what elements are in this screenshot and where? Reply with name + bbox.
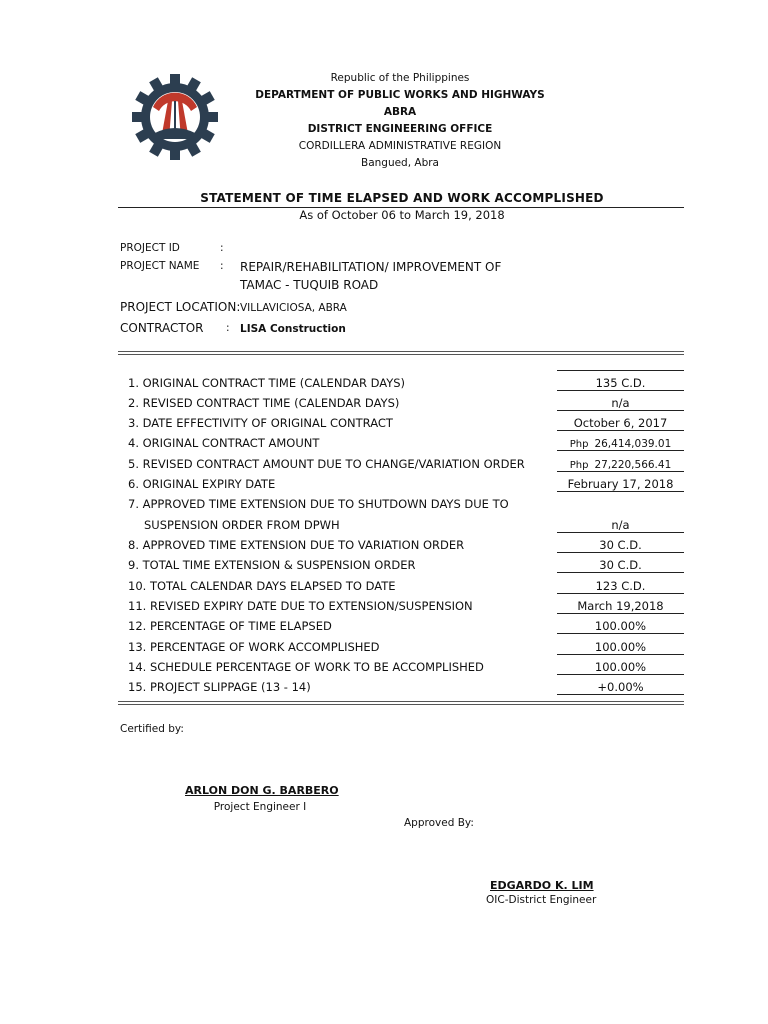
header-office: DISTRICT ENGINEERING OFFICE [307,123,493,135]
item-value: 30 C.D. [557,558,684,573]
approver-name: EDGARDO K. LIM [490,879,594,892]
item-value: n/a [557,518,684,533]
project-name-label: PROJECT NAME [120,260,200,272]
item-row: 8. APPROVED TIME EXTENSION DUE TO VARIATION ORDER [128,538,465,552]
item-row: 14. SCHEDULE PERCENTAGE OF WORK TO BE ACCOMPLISHED [128,660,484,674]
approver-title: OIC-District Engineer [486,894,597,906]
item-row: 1. ORIGINAL CONTRACT TIME (CALENDAR DAYS) [128,376,406,390]
contractor-value: LISA Construction [240,323,346,335]
document-subtitle: As of October 06 to March 19, 2018 [299,208,505,222]
item-value [557,436,684,451]
header-town: Bangued, Abra [360,157,439,169]
project-name-colon: : [220,260,224,272]
item-row: 5. REVISED CONTRACT AMOUNT DUE TO CHANGE/VARIATION ORDER [128,457,525,471]
item-value: 135 C.D. [557,376,684,391]
item-row: 11. REVISED EXPIRY DATE DUE TO EXTENSION/SUSPENSION [128,599,473,613]
certifier-title: Project Engineer I [213,801,307,813]
document-title: STATEMENT OF TIME ELAPSED AND WORK ACCOMPLISHED [200,191,604,205]
value-column-top-rule [557,370,684,371]
item-value: March 19,2018 [557,599,684,614]
section-divider-bottom [118,701,684,705]
contractor-label: CONTRACTOR [120,321,204,335]
contractor-colon: : [226,322,230,334]
item-row: 13. PERCENTAGE OF WORK ACCOMPLISHED [128,640,380,654]
header-department: DEPARTMENT OF PUBLIC WORKS AND HIGHWAYS [255,89,545,101]
currency-label: Php [569,439,589,450]
approved-by-label: Approved By: [404,817,474,829]
dpwh-gear-logo-icon [132,74,218,160]
currency-label: Php [569,460,589,471]
item-row: 4. ORIGINAL CONTRACT AMOUNT [128,436,320,450]
item-row: 10. TOTAL CALENDAR DAYS ELAPSED TO DATE [128,579,396,593]
header-republic: Republic of the Philippines [330,72,470,84]
section-divider-top [118,351,684,355]
amount-value: 27,220,566.41 [594,459,672,471]
header-province: ABRA [383,106,417,118]
item-row: 7. APPROVED TIME EXTENSION DUE TO SHUTDOWN DAYS DUE TO [128,497,509,511]
item-value: 30 C.D. [557,538,684,553]
item-value: +0.00% [557,680,684,695]
project-name-line1: REPAIR/REHABILITATION/ IMPROVEMENT OF [240,260,502,274]
item-value: February 17, 2018 [557,477,684,492]
project-id-colon: : [220,242,224,254]
item-value [557,457,684,472]
item-row: 3. DATE EFFECTIVITY OF ORIGINAL CONTRACT [128,416,393,430]
item-value: 100.00% [557,640,684,655]
project-location-label: PROJECT LOCATION: [120,300,241,314]
item-row: 6. ORIGINAL EXPIRY DATE [128,477,276,491]
item-value: 123 C.D. [557,579,684,594]
item-value: 100.00% [557,619,684,634]
project-id-label: PROJECT ID [120,242,180,254]
item-value: n/a [557,396,684,411]
item-value: 100.00% [557,660,684,675]
certifier-name: ARLON DON G. BARBERO [185,784,339,797]
amount-value: 26,414,039.01 [594,438,672,450]
certified-by-label: Certified by: [120,723,184,735]
item-row: 9. TOTAL TIME EXTENSION & SUSPENSION ORDER [128,558,416,572]
item-row: 12. PERCENTAGE OF TIME ELAPSED [128,619,332,633]
project-location-value: VILLAVICIOSA, ABRA [240,302,347,314]
item-row-continuation: SUSPENSION ORDER FROM DPWH [144,518,340,532]
project-name-line2: TAMAC - TUQUIB ROAD [240,278,379,292]
item-row: 15. PROJECT SLIPPAGE (13 - 14) [128,680,311,694]
item-row: 2. REVISED CONTRACT TIME (CALENDAR DAYS) [128,396,400,410]
header-region: CORDILLERA ADMINISTRATIVE REGION [298,140,502,152]
item-value: October 6, 2017 [557,416,684,431]
